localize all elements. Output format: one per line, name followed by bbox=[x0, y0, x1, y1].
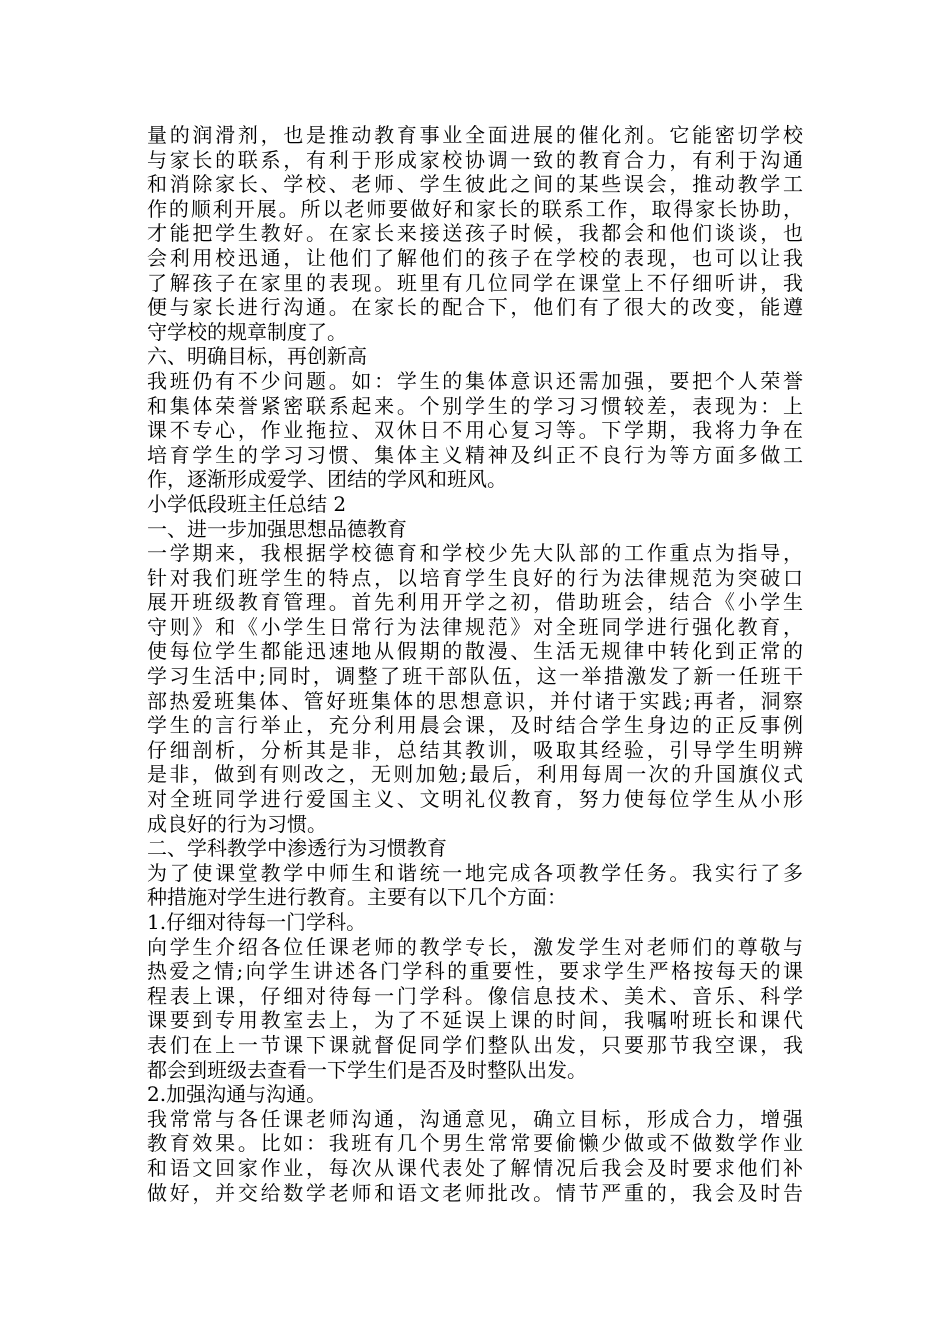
text-line: 量的润滑剂，也是推动教育事业全面进展的催化剂。它能密切学校 bbox=[147, 123, 803, 147]
text-line: 表们在上一节课下课就督促同学们整队出发，只要那节我空课，我 bbox=[147, 1032, 803, 1057]
text-line: 成良好的行为习惯。 bbox=[147, 811, 327, 836]
text-line: 针对我们班学生的特点，以培育学生良好的行为法律规范为突破口 bbox=[147, 565, 803, 590]
text-line: 才能把学生教好。在家长来接送孩子时候，我都会和他们谈谈，也 bbox=[147, 221, 803, 246]
text-line: 教育效果。比如：我班有几个男生常常要偷懒少做或不做数学作业 bbox=[147, 1131, 803, 1156]
text-line: 守则》和《小学生日常行为法律规范》对全班同学进行强化教育， bbox=[147, 614, 803, 639]
text-line: 和语文回家作业，每次从课代表处了解情况后我会及时要求他们补 bbox=[147, 1155, 803, 1180]
text-line: 仔细剖析，分析其是非，总结其教训，吸取其经验，引导学生明辨 bbox=[147, 737, 803, 762]
text-line: 会利用校迅通，让他们了解他们的孩子在学校的表现，也可以让我 bbox=[147, 245, 803, 270]
text-line: 便与家长进行沟通。在家长的配合下，他们有了很大的改变，能遵 bbox=[147, 295, 803, 320]
section-heading: 一、进一步加强思想品德教育 bbox=[147, 516, 407, 541]
text-line: 做好，并交给数学老师和语文老师批改。情节严重的，我会及时告 bbox=[147, 1180, 803, 1205]
text-line: 和集体荣誉紧密联系起来。个别学生的学习习惯较差，表现为：上 bbox=[147, 393, 803, 418]
text-line: 守学校的规章制度了。 bbox=[147, 319, 347, 344]
text-line: 种措施对学生进行教育。主要有以下几个方面： bbox=[147, 885, 567, 910]
text-line: 作，逐渐形成爱学、团结的学风和班风。 bbox=[147, 467, 507, 492]
section-heading: 二、学科教学中渗透行为习惯教育 bbox=[147, 836, 447, 861]
text-line: 热爱之情;向学生讲述各门学科的重要性，要求学生严格按每天的课 bbox=[147, 959, 803, 984]
text-line: 向学生介绍各位任课老师的教学专长，激发学生对老师们的尊敬与 bbox=[147, 934, 803, 959]
text-line: 作的顺利开展。所以老师要做好和家长的联系工作，取得家长协助， bbox=[147, 196, 803, 221]
document-title: 小学低段班主任总结 2 bbox=[147, 491, 347, 516]
text-line: 对全班同学进行爱国主义、文明礼仪教育，努力使每位学生从小形 bbox=[147, 787, 803, 812]
document-body bbox=[147, 123, 803, 1205]
text-line: 使每位学生都能迅速地从假期的散漫、生活无规律中转化到正常的 bbox=[147, 639, 803, 664]
text-line: 培育学生的学习习惯、集体主义精神及纠正不良行为等方面多做工 bbox=[147, 442, 803, 467]
text-line: 为了使课堂教学中师生和谐统一地完成各项教学任务。我实行了多 bbox=[147, 860, 803, 885]
text-line: 一学期来，我根据学校德育和学校少先大队部的工作重点为指导， bbox=[147, 541, 803, 566]
text-line: 程表上课，仔细对待每一门学科。像信息技术、美术、音乐、科学 bbox=[147, 983, 803, 1008]
text-line: 学生的言行举止，充分利用晨会课，及时结合学生身边的正反事例 bbox=[147, 713, 803, 738]
text-line: 部热爱班集体、管好班集体的思想意识，并付诸于实践;再者，洞察 bbox=[147, 688, 803, 713]
text-line: 都会到班级去查看一下学生们是否及时整队出发。 bbox=[147, 1057, 587, 1082]
text-line: 了解孩子在家里的表现。班里有几位同学在课堂上不仔细听讲，我 bbox=[147, 270, 803, 295]
section-heading: 六、明确目标，再创新高 bbox=[147, 344, 367, 369]
text-line: 展开班级教育管理。首先利用开学之初，借助班会，结合《小学生 bbox=[147, 590, 803, 615]
text-line: 与家长的联系，有利于形成家校协调一致的教育合力，有利于沟通 bbox=[147, 147, 803, 172]
text-line: 我常常与各任课老师沟通，沟通意见，确立目标，形成合力，增强 bbox=[147, 1106, 803, 1131]
text-line: 我班仍有不少问题。如：学生的集体意识还需加强，要把个人荣誉 bbox=[147, 368, 803, 393]
subsection-heading: 2.加强沟通与沟通。 bbox=[147, 1082, 327, 1107]
text-line: 学习生活中;同时，调整了班干部队伍，这一举措激发了新一任班干 bbox=[147, 664, 803, 689]
text-line: 是非，做到有则改之，无则加勉;最后，利用每周一次的升国旗仪式 bbox=[147, 762, 803, 787]
text-line: 和消除家长、学校、老师、学生彼此之间的某些误会，推动教学工 bbox=[147, 172, 803, 197]
text-line: 课要到专用教室去上，为了不延误上课的时间，我嘱咐班长和课代 bbox=[147, 1008, 803, 1033]
subsection-heading: 1.仔细对待每一门学科。 bbox=[147, 910, 367, 934]
text-line: 课不专心，作业拖拉、双休日不用心复习等。下学期，我将力争在 bbox=[147, 418, 803, 443]
